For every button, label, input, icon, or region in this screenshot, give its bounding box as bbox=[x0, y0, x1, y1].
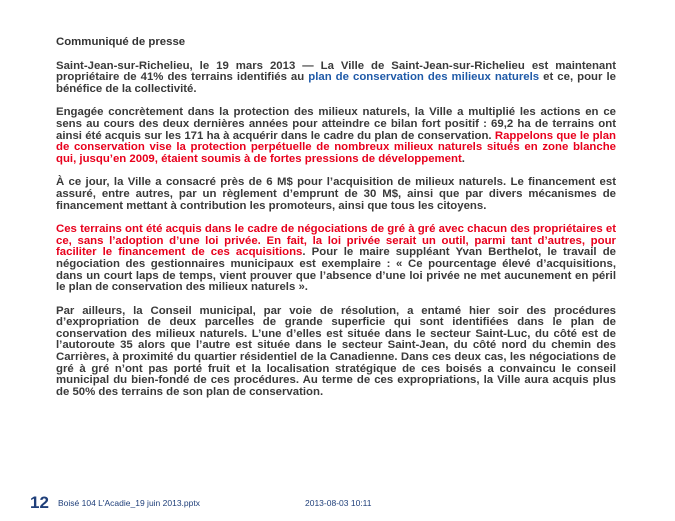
paragraph-1-text-end: et ce, pour le bénéfice de la collectivité. bbox=[56, 71, 616, 95]
paragraph-2-highlight: Rappelons que le plan de conservation vise la protection perpétuelle de nombreux milieux naturels situés en zone blanche qui, jusqu’en 2009, étaient soumis à de fortes pressions de développement bbox=[56, 129, 617, 165]
paragraph-2-text-end: . bbox=[461, 152, 465, 165]
paragraph-5-text: Par ailleurs, la Conseil municipal, par voie de résolution, a entamé hier soir des procédures d’expropriation de deux parcelles de grande superficie qui sont identifiées dans le plan de conservation des milieux naturels. L’une d’elles est située dans le secteur Saint-Luc, du côté est de l’autoroute 35 alors que l’autre est située dans le secteur Saint-Jean, du côté nord du chemin des Carrières, à proximité du quartier résidentiel de la Canadienne. Dans ces deux cas, les négociations de gré à gré n’ont pas porté fruit et la localisation stratégique de ces boisés a convaincu le conseil municipal du bien-fondé de ces procédures. Au terme de ces expropriations, la Ville aura acquis plus de 50% des terrains de son plan de conservation. bbox=[56, 304, 616, 398]
conservation-plan-link[interactable]: plan de conservation des milieux naturels bbox=[308, 71, 540, 84]
paragraph-5 bbox=[56, 306, 616, 399]
paragraph-1-text: Saint-Jean-sur-Richelieu, le 19 mars 2013 — La Ville de Saint-Jean-sur-Richelieu est maintenant propriétaire de 41% des terrains identifiés au bbox=[56, 59, 616, 84]
document-heading: Communiqué de presse bbox=[56, 36, 186, 48]
page-number: 12 bbox=[30, 493, 49, 512]
paragraph-3-text: À ce jour, la Ville a consacré près de 6 M$ pour l’acquisition de milieux naturels. Le financement est assuré, entre autres, par un règlement d’emprunt de 30 M$, ainsi que par divers mécanismes de financement mettant à contribution les promoteurs, ainsi que tous les citoyens. bbox=[56, 176, 616, 212]
paragraph-1 bbox=[56, 61, 616, 96]
paragraph-4-text: . Pour le maire suppléant Yvan Berthelot, le travail de négociation des gestionnaires municipaux est exemplaire : « Ce pourcentage élevé d’acquisitions, dans un court laps de temps, vient prouver que l’absence d’une loi privée ne met aucunement en péril le plan de conservation des milieux naturels ». bbox=[56, 246, 616, 294]
footer-filename: Boisé 104 L'Acadie_19 juin 2013.pptx bbox=[58, 498, 200, 508]
paragraph-4-highlight: Ces terrains ont été acquis dans le cadre de négociations de gré à gré avec chacun des propriétaires et ce, sans l’adoption d’une loi privée. En fait, la loi privée serait un outil, parmi tant d’autres, pour faciliter le financement de ces acquisitions bbox=[56, 223, 616, 259]
paragraph-2-text: Engagée concrètement dans la protection des milieux naturels, la Ville a multiplié les actions en ce sens au cours des deux dernières années pour atteindre ce bilan fort positif : 69,2 ha de terrains ont ainsi été acquis sur les 171 ha à acquérir dans le cadre du plan de conservation. bbox=[56, 106, 616, 142]
footer-datetime: 2013-08-03 10:11 bbox=[305, 498, 372, 508]
paragraph-3 bbox=[56, 177, 616, 212]
slide-footer bbox=[30, 493, 650, 515]
paragraph-4 bbox=[56, 224, 616, 294]
press-release bbox=[56, 37, 616, 410]
paragraph-2 bbox=[56, 107, 616, 165]
